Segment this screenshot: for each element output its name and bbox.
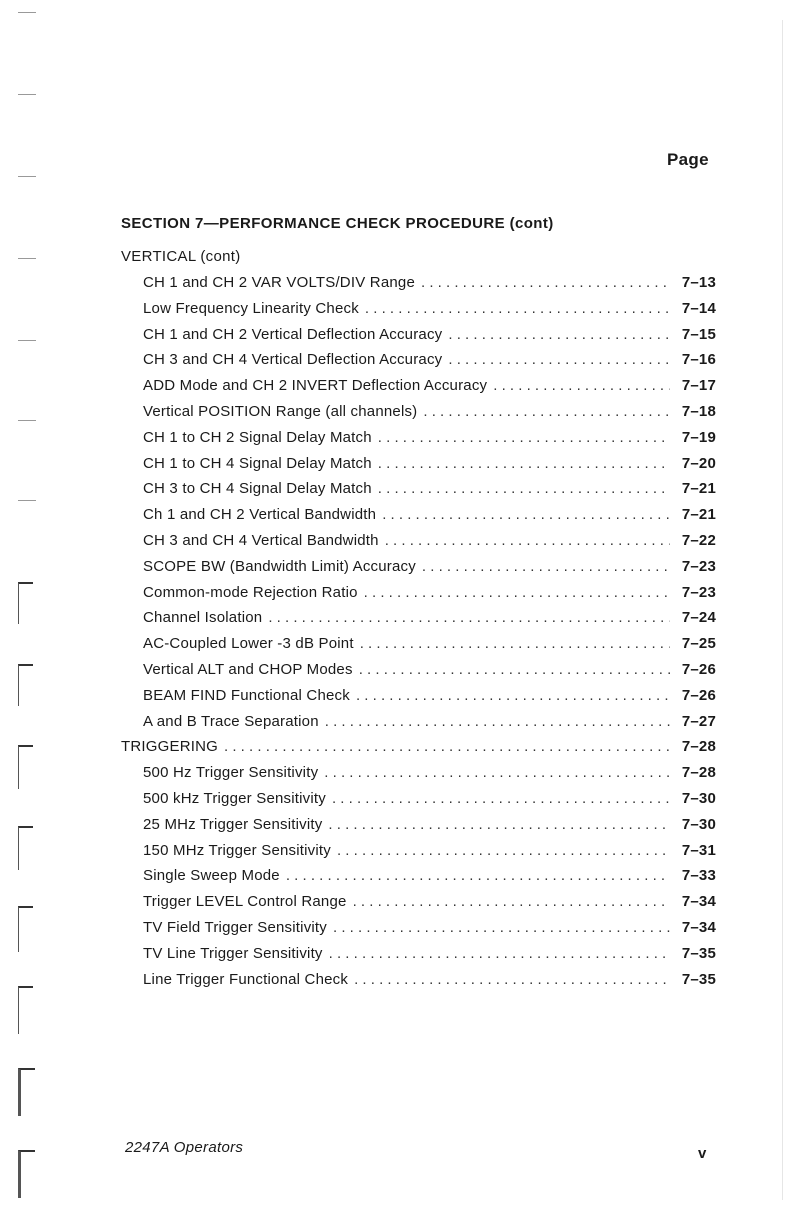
binding-mark xyxy=(18,582,33,624)
toc-entry xyxy=(121,635,716,661)
toc-leader-dots xyxy=(360,635,670,652)
toc-leader-dots xyxy=(332,790,670,807)
toc-leader-dots xyxy=(286,867,670,884)
toc-entry xyxy=(121,377,716,403)
toc-entry xyxy=(121,584,716,610)
toc-entry-page: 7–15 xyxy=(681,325,716,343)
toc-entry xyxy=(121,945,716,971)
binding-mark xyxy=(18,420,36,421)
toc-entry-page: 7–23 xyxy=(681,583,716,601)
toc-leader-dots xyxy=(353,893,670,910)
toc-leader-dots xyxy=(356,687,670,704)
toc-entry-label: Ch 1 and CH 2 Vertical Bandwidth xyxy=(143,506,377,524)
binding-mark xyxy=(18,94,36,95)
toc-list-vertical xyxy=(121,274,716,738)
toc-entry-page: 7–13 xyxy=(681,274,716,291)
toc-leader-dots xyxy=(354,971,670,988)
toc-entry xyxy=(121,609,716,635)
toc-entry-page: 7–26 xyxy=(681,660,716,678)
footer-page-number: v xyxy=(698,1145,707,1162)
toc-leader-dots xyxy=(378,455,670,472)
toc-entry-label: ADD Mode and CH 2 INVERT Deflection Accuracy xyxy=(143,377,488,395)
toc-entry-label: 500 Hz Trigger Sensitivity xyxy=(143,764,319,782)
toc-entry-label: 500 kHz Trigger Sensitivity xyxy=(143,789,326,807)
toc-entry-page: 7–17 xyxy=(681,377,716,395)
toc-leader-dots xyxy=(385,532,670,549)
binding-mark xyxy=(18,986,33,1034)
toc-entry-page: 7–27 xyxy=(681,712,716,730)
toc-entry-page: 7–33 xyxy=(681,867,716,885)
toc-leader-dots xyxy=(325,713,670,730)
toc-leader-dots xyxy=(421,274,670,291)
toc-entry-label: Vertical ALT and CHOP Modes xyxy=(143,660,353,678)
toc-entry-label: Common-mode Rejection Ratio xyxy=(143,583,358,601)
binding-mark xyxy=(18,12,36,13)
toc-entry xyxy=(121,764,716,790)
toc-entry xyxy=(121,687,716,713)
binding-mark xyxy=(18,664,33,706)
toc-entry-label: Channel Isolation xyxy=(143,609,263,627)
toc-leader-dots xyxy=(359,661,670,678)
toc-entry-page: 7–28 xyxy=(681,738,716,756)
toc-entry-label: CH 1 to CH 2 Signal Delay Match xyxy=(143,428,372,446)
toc-entry-page: 7–35 xyxy=(681,970,716,988)
toc-entry xyxy=(121,326,716,352)
toc-entry-page: 7–22 xyxy=(681,531,716,549)
toc-entry-label: CH 3 and CH 4 Vertical Bandwidth xyxy=(143,531,379,549)
toc-entry xyxy=(121,300,716,326)
toc-entry xyxy=(121,480,716,506)
toc-entry-label: TV Field Trigger Sensitivity xyxy=(143,918,327,936)
binding-mark xyxy=(18,1150,35,1198)
toc-entry-page: 7–23 xyxy=(681,557,716,575)
toc-entry xyxy=(121,790,716,816)
toc-entry-page: 7–24 xyxy=(681,609,716,627)
toc-entry-label: CH 1 and CH 2 Vertical Deflection Accuracy xyxy=(143,325,443,343)
toc-entry-page: 7–21 xyxy=(681,480,716,498)
toc-leader-dots xyxy=(378,480,670,497)
toc-leader-dots xyxy=(337,842,670,859)
toc-entry-page: 7–34 xyxy=(681,918,716,936)
toc-entry-label: Line Trigger Functional Check xyxy=(143,970,349,988)
toc-entry xyxy=(121,919,716,945)
toc-entry xyxy=(121,455,716,481)
toc-entry-label: Single Sweep Mode xyxy=(143,867,280,885)
toc-leader-dots xyxy=(378,429,670,446)
toc-entry-page: 7–14 xyxy=(681,299,716,317)
page-edge-shadow xyxy=(782,20,783,1200)
toc-entry xyxy=(121,661,716,687)
binding-mark xyxy=(18,500,36,501)
toc-leader-dots xyxy=(268,609,670,626)
toc-entry-page: 7–26 xyxy=(681,686,716,704)
toc-entry-label: TRIGGERING xyxy=(121,738,219,756)
toc-leader-dots xyxy=(333,919,670,936)
toc-leader-dots xyxy=(382,506,670,523)
binding-mark xyxy=(18,258,36,259)
toc-leader-dots xyxy=(422,558,670,575)
toc-entry xyxy=(121,842,716,868)
toc-entry xyxy=(121,429,716,455)
binding-mark xyxy=(18,826,33,870)
toc-entry-label: Low Frequency Linearity Check xyxy=(143,299,359,317)
toc-entry-page: 7–25 xyxy=(681,635,716,653)
toc-entry-label: Vertical POSITION Range (all channels) xyxy=(143,402,418,420)
toc-entry-page: 7–35 xyxy=(681,944,716,962)
toc-entry-label: CH 3 and CH 4 Vertical Deflection Accuracy xyxy=(143,351,443,369)
toc-entry-page: 7–20 xyxy=(681,454,716,472)
toc-entry xyxy=(121,506,716,532)
toc-entry-label: BEAM FIND Functional Check xyxy=(143,686,350,704)
toc-leader-dots xyxy=(329,945,670,962)
toc-entry xyxy=(121,351,716,377)
toc-list-triggering xyxy=(121,764,716,996)
toc-leader-dots xyxy=(328,816,670,833)
toc-entry-page: 7–18 xyxy=(681,402,716,420)
toc-entry-label: CH 1 to CH 4 Signal Delay Match xyxy=(143,454,372,472)
toc-entry-page: 7–31 xyxy=(681,841,716,859)
toc-entry-label: AC-Coupled Lower -3 dB Point xyxy=(143,635,354,653)
toc-entry-page: 7–28 xyxy=(681,764,716,782)
toc-entry-label: SCOPE BW (Bandwidth Limit) Accuracy xyxy=(143,557,416,575)
toc-entry xyxy=(121,274,716,300)
toc-entry-label: Trigger LEVEL Control Range xyxy=(143,893,347,911)
toc-entry xyxy=(121,971,716,997)
toc-entry xyxy=(121,532,716,558)
toc-leader-dots xyxy=(364,584,670,601)
toc-entry-label: 25 MHz Trigger Sensitivity xyxy=(143,815,323,833)
toc-entry-page: 7–21 xyxy=(681,506,716,524)
toc-entry xyxy=(121,558,716,584)
toc-group-heading-vertical: VERTICAL (cont) xyxy=(121,248,241,265)
binding-mark xyxy=(18,176,36,177)
toc-entry-page: 7–16 xyxy=(681,351,716,369)
toc-leader-dots xyxy=(448,351,670,368)
page-column-header: Page xyxy=(667,150,709,169)
toc-entry xyxy=(121,816,716,842)
toc-entry-label: A and B Trace Separation xyxy=(143,712,319,730)
footer-manual-title: 2247A Operators xyxy=(125,1139,244,1156)
toc-leader-dots xyxy=(448,326,670,343)
toc-entry-label: 150 MHz Trigger Sensitivity xyxy=(143,841,331,859)
binding-mark xyxy=(18,906,33,952)
toc-group-heading-triggering xyxy=(121,738,716,764)
toc-entry-page: 7–34 xyxy=(681,893,716,911)
section-title: SECTION 7—PERFORMANCE CHECK PROCEDURE (cont) xyxy=(121,215,554,232)
toc-leader-dots xyxy=(224,738,670,755)
toc-entry-label: CH 3 to CH 4 Signal Delay Match xyxy=(143,480,372,498)
toc-entry-page: 7–19 xyxy=(681,428,716,446)
toc-entry-label: TV Line Trigger Sensitivity xyxy=(143,944,323,962)
toc-entry xyxy=(121,867,716,893)
toc-entry xyxy=(121,893,716,919)
toc-entry-page: 7–30 xyxy=(681,815,716,833)
toc-entry-label: CH 1 and CH 2 VAR VOLTS/DIV Range xyxy=(143,274,415,291)
toc-entry xyxy=(121,403,716,429)
binding-mark xyxy=(18,745,33,789)
toc-leader-dots xyxy=(365,300,670,317)
toc-leader-dots xyxy=(423,403,670,420)
table-of-contents xyxy=(121,248,716,996)
binding-mark xyxy=(18,340,36,341)
toc-entry-page: 7–30 xyxy=(681,789,716,807)
toc-entry xyxy=(121,713,716,739)
toc-leader-dots xyxy=(324,764,670,781)
binding-mark xyxy=(18,1068,35,1116)
toc-leader-dots xyxy=(493,377,670,394)
